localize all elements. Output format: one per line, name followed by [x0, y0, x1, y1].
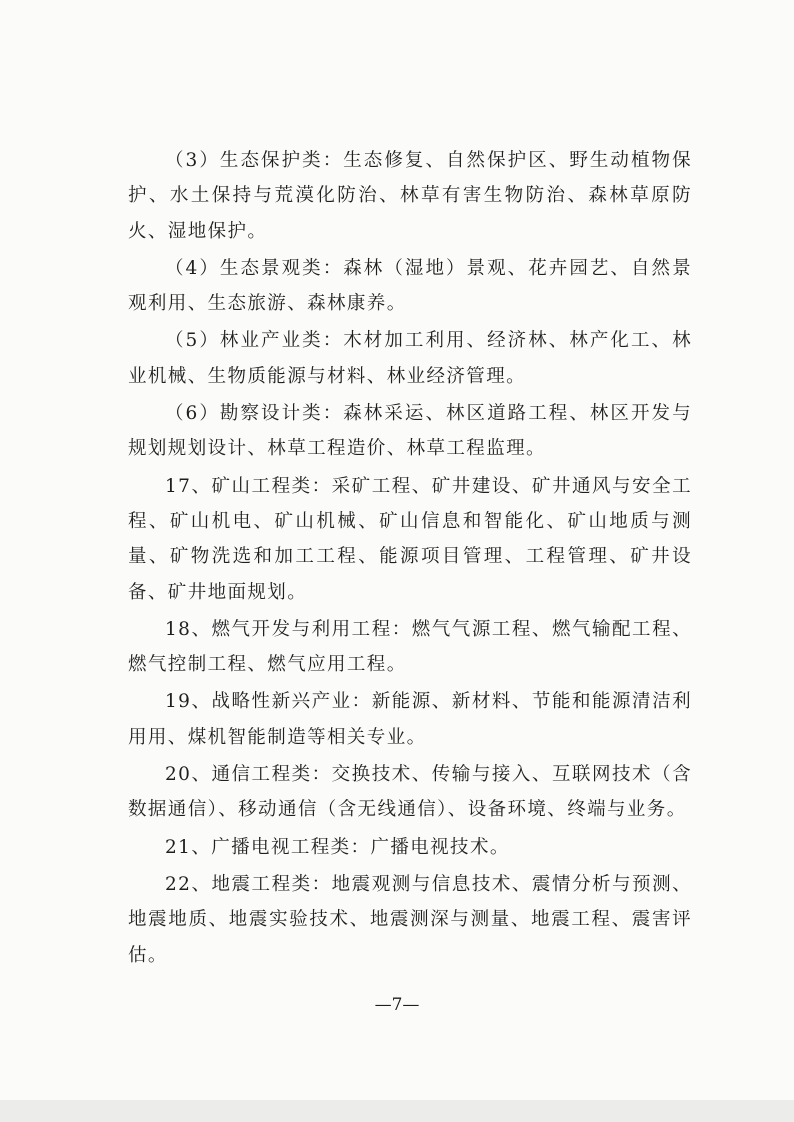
page-number: —7— [374, 995, 420, 1015]
paragraph-strategic-industries: 19、战略性新兴产业：新能源、新材料、节能和能源清洁利用用、煤机智能制造等相关专业。 [128, 691, 692, 748]
paragraph-ecological-protection: （3）生态保护类：生态修复、自然保护区、野生动植物保护、水土保持与荒漠化防治、林草有害生物防治、森林草原防火、湿地保护。 [128, 150, 692, 242]
paragraph-survey-design: （6）勘察设计类：森林采运、林区道路工程、林区开发与规划规划设计、林草工程造价、林草工程监理。 [128, 403, 692, 460]
paragraph-seismic-engineering: 22、地震工程类：地震观测与信息技术、震情分析与预测、地震地质、地震实验技术、地震测深与测量、地震工程、震害评估。 [128, 873, 692, 966]
paragraph-gas-engineering: 18、燃气开发与利用工程：燃气气源工程、燃气输配工程、燃气控制工程、燃气应用工程。 [128, 618, 692, 676]
paragraph-forestry-industry: （5）林业产业类：木材加工利用、经济林、林产化工、林业机械、生物质能源与材料、林业经济管理。 [128, 330, 692, 387]
paragraph-mining-engineering: 17、矿山工程类：采矿工程、矿井建设、矿井通风与安全工程、矿山机电、矿山机械、矿山信息和智能化、矿山地质与测量、矿物洗选和加工工程、能源项目管理、工程管理、矿井设备、矿井地面规划。 [128, 475, 692, 603]
scan-bottom-edge [0, 1100, 794, 1122]
document-body [128, 143, 692, 975]
paragraph-communication-engineering: 20、通信工程类：交换技术、传输与接入、互联网技术（含数据通信）、移动通信（含无线通信）、设备环境、终端与业务。 [128, 764, 692, 821]
paragraph-broadcast-engineering: 21、广播电视工程类：广播电视技术。 [165, 836, 510, 858]
paragraph-ecological-landscape: （4）生态景观类：森林（湿地）景观、花卉园艺、自然景观利用、生态旅游、森林康养。 [128, 257, 692, 315]
